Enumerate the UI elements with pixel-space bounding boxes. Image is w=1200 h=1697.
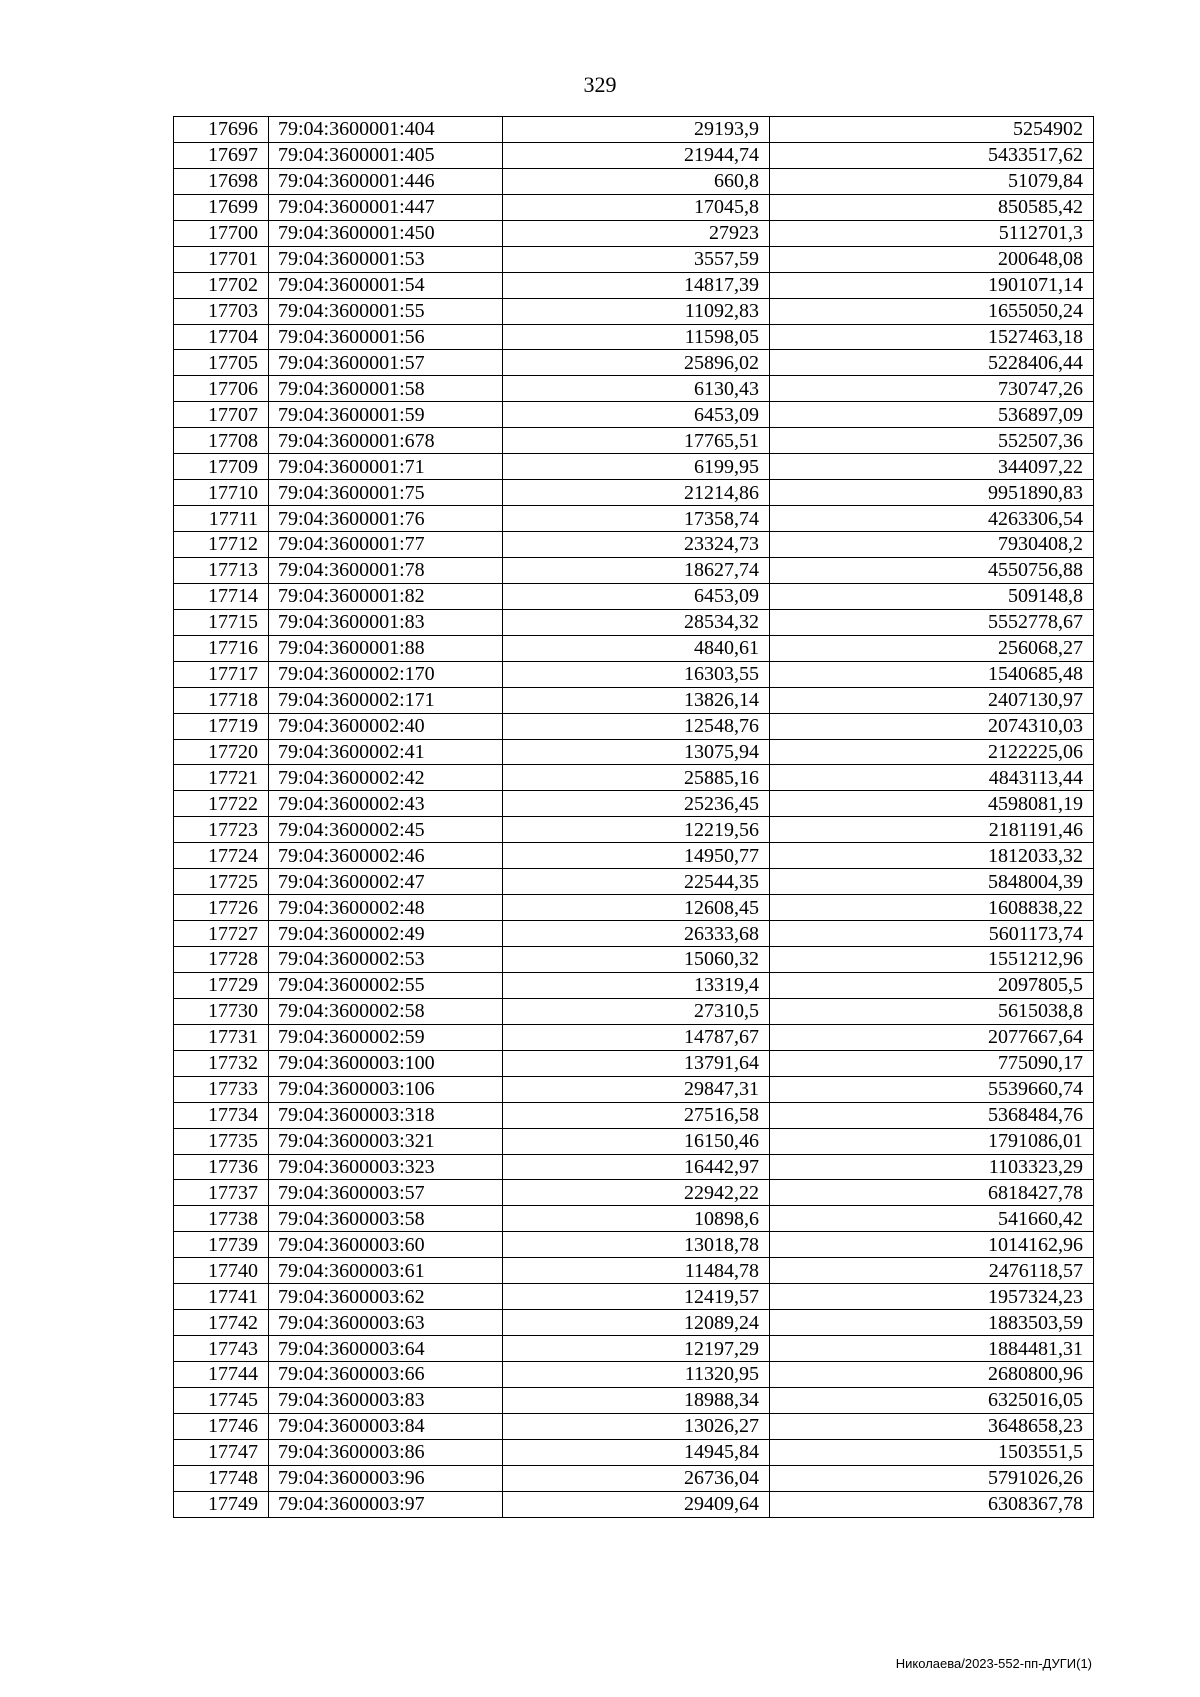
cadastral-number-cell: 79:04:3600003:66 xyxy=(269,1362,503,1388)
value-cell: 4550756,88 xyxy=(770,557,1094,583)
row-number-cell: 17707 xyxy=(174,402,269,428)
value-cell: 5433517,62 xyxy=(770,142,1094,168)
value-cell: 850585,42 xyxy=(770,194,1094,220)
area-cell: 28534,32 xyxy=(503,609,770,635)
cadastral-number-cell: 79:04:3600002:43 xyxy=(269,791,503,817)
row-number-cell: 17737 xyxy=(174,1180,269,1206)
table-row xyxy=(174,1413,1094,1439)
row-number-cell: 17734 xyxy=(174,1102,269,1128)
area-cell: 25236,45 xyxy=(503,791,770,817)
value-cell: 509148,8 xyxy=(770,583,1094,609)
table-row xyxy=(174,1050,1094,1076)
cadastral-number-cell: 79:04:3600002:171 xyxy=(269,687,503,713)
value-cell: 2407130,97 xyxy=(770,687,1094,713)
cadastral-number-cell: 79:04:3600003:96 xyxy=(269,1465,503,1491)
row-number-cell: 17720 xyxy=(174,739,269,765)
area-cell: 14787,67 xyxy=(503,1024,770,1050)
table-row xyxy=(174,713,1094,739)
table-row xyxy=(174,947,1094,973)
value-cell: 4598081,19 xyxy=(770,791,1094,817)
row-number-cell: 17749 xyxy=(174,1491,269,1517)
table-row xyxy=(174,1024,1094,1050)
area-cell: 11092,83 xyxy=(503,298,770,324)
value-cell: 200648,08 xyxy=(770,246,1094,272)
table-row xyxy=(174,324,1094,350)
value-cell: 6308367,78 xyxy=(770,1491,1094,1517)
row-number-cell: 17743 xyxy=(174,1336,269,1362)
cadastral-number-cell: 79:04:3600001:77 xyxy=(269,532,503,558)
table-row xyxy=(174,765,1094,791)
table-row xyxy=(174,1232,1094,1258)
value-cell: 4263306,54 xyxy=(770,506,1094,532)
area-cell: 11320,95 xyxy=(503,1362,770,1388)
row-number-cell: 17725 xyxy=(174,869,269,895)
value-cell: 1608838,22 xyxy=(770,895,1094,921)
table-body xyxy=(174,117,1094,1518)
cadastral-number-cell: 79:04:3600003:86 xyxy=(269,1439,503,1465)
page-number: 329 xyxy=(583,72,617,97)
cadastral-number-cell: 79:04:3600001:56 xyxy=(269,324,503,350)
area-cell: 14817,39 xyxy=(503,272,770,298)
row-number-cell: 17742 xyxy=(174,1310,269,1336)
cadastral-number-cell: 79:04:3600002:41 xyxy=(269,739,503,765)
table-row xyxy=(174,1102,1094,1128)
value-cell: 344097,22 xyxy=(770,454,1094,480)
area-cell: 13018,78 xyxy=(503,1232,770,1258)
value-cell: 2097805,5 xyxy=(770,972,1094,998)
table-row xyxy=(174,1491,1094,1517)
cadastral-number-cell: 79:04:3600003:84 xyxy=(269,1413,503,1439)
cadastral-number-cell: 79:04:3600002:59 xyxy=(269,1024,503,1050)
value-cell: 1551212,96 xyxy=(770,947,1094,973)
cadastral-number-cell: 79:04:3600003:60 xyxy=(269,1232,503,1258)
value-cell: 5615038,8 xyxy=(770,998,1094,1024)
table-row xyxy=(174,350,1094,376)
table-row xyxy=(174,557,1094,583)
cadastral-number-cell: 79:04:3600001:82 xyxy=(269,583,503,609)
table-row xyxy=(174,687,1094,713)
cadastral-number-cell: 79:04:3600001:678 xyxy=(269,428,503,454)
table-row xyxy=(174,869,1094,895)
area-cell: 12197,29 xyxy=(503,1336,770,1362)
area-cell: 12089,24 xyxy=(503,1310,770,1336)
row-number-cell: 17723 xyxy=(174,817,269,843)
value-cell: 1957324,23 xyxy=(770,1284,1094,1310)
table-row xyxy=(174,1258,1094,1284)
value-cell: 5112701,3 xyxy=(770,220,1094,246)
cadastral-number-cell: 79:04:3600002:45 xyxy=(269,817,503,843)
area-cell: 13791,64 xyxy=(503,1050,770,1076)
cadastral-number-cell: 79:04:3600003:83 xyxy=(269,1387,503,1413)
table-row xyxy=(174,609,1094,635)
table-row xyxy=(174,1439,1094,1465)
row-number-cell: 17726 xyxy=(174,895,269,921)
area-cell: 16150,46 xyxy=(503,1128,770,1154)
row-number-cell: 17715 xyxy=(174,609,269,635)
area-cell: 21944,74 xyxy=(503,142,770,168)
area-cell: 27310,5 xyxy=(503,998,770,1024)
area-cell: 29409,64 xyxy=(503,1491,770,1517)
area-cell: 16442,97 xyxy=(503,1154,770,1180)
table-row xyxy=(174,194,1094,220)
value-cell: 775090,17 xyxy=(770,1050,1094,1076)
row-number-cell: 17727 xyxy=(174,921,269,947)
cadastral-number-cell: 79:04:3600003:62 xyxy=(269,1284,503,1310)
cadastral-number-cell: 79:04:3600001:55 xyxy=(269,298,503,324)
area-cell: 17045,8 xyxy=(503,194,770,220)
cadastral-number-cell: 79:04:3600001:75 xyxy=(269,480,503,506)
row-number-cell: 17703 xyxy=(174,298,269,324)
cadastral-number-cell: 79:04:3600002:170 xyxy=(269,661,503,687)
area-cell: 18627,74 xyxy=(503,557,770,583)
row-number-cell: 17710 xyxy=(174,480,269,506)
table-row xyxy=(174,532,1094,558)
table-row xyxy=(174,246,1094,272)
row-number-cell: 17713 xyxy=(174,557,269,583)
row-number-cell: 17721 xyxy=(174,765,269,791)
value-cell: 5552778,67 xyxy=(770,609,1094,635)
value-cell: 1812033,32 xyxy=(770,843,1094,869)
table-row xyxy=(174,272,1094,298)
row-number-cell: 17731 xyxy=(174,1024,269,1050)
table-row xyxy=(174,1465,1094,1491)
cadastral-number-cell: 79:04:3600001:57 xyxy=(269,350,503,376)
area-cell: 17358,74 xyxy=(503,506,770,532)
table-row xyxy=(174,1310,1094,1336)
cadastral-number-cell: 79:04:3600001:58 xyxy=(269,376,503,402)
table-row xyxy=(174,376,1094,402)
area-cell: 25885,16 xyxy=(503,765,770,791)
area-cell: 11484,78 xyxy=(503,1258,770,1284)
cadastral-number-cell: 79:04:3600001:54 xyxy=(269,272,503,298)
table-row xyxy=(174,1336,1094,1362)
value-cell: 552507,36 xyxy=(770,428,1094,454)
row-number-cell: 17699 xyxy=(174,194,269,220)
value-cell: 5601173,74 xyxy=(770,921,1094,947)
value-cell: 1883503,59 xyxy=(770,1310,1094,1336)
cadastral-number-cell: 79:04:3600001:59 xyxy=(269,402,503,428)
table-row xyxy=(174,142,1094,168)
area-cell: 12419,57 xyxy=(503,1284,770,1310)
row-number-cell: 17696 xyxy=(174,117,269,143)
value-cell: 5848004,39 xyxy=(770,869,1094,895)
table-row xyxy=(174,895,1094,921)
table-row xyxy=(174,1387,1094,1413)
value-cell: 5228406,44 xyxy=(770,350,1094,376)
value-cell: 1014162,96 xyxy=(770,1232,1094,1258)
value-cell: 6325016,05 xyxy=(770,1387,1094,1413)
area-cell: 21214,86 xyxy=(503,480,770,506)
table-row xyxy=(174,480,1094,506)
table-row xyxy=(174,739,1094,765)
row-number-cell: 17724 xyxy=(174,843,269,869)
table-row xyxy=(174,117,1094,143)
cadastral-number-cell: 79:04:3600003:100 xyxy=(269,1050,503,1076)
area-cell: 3557,59 xyxy=(503,246,770,272)
area-cell: 11598,05 xyxy=(503,324,770,350)
value-cell: 51079,84 xyxy=(770,168,1094,194)
table-row xyxy=(174,402,1094,428)
area-cell: 14945,84 xyxy=(503,1439,770,1465)
row-number-cell: 17701 xyxy=(174,246,269,272)
cadastral-number-cell: 79:04:3600002:46 xyxy=(269,843,503,869)
area-cell: 12548,76 xyxy=(503,713,770,739)
value-cell: 2476118,57 xyxy=(770,1258,1094,1284)
area-cell: 15060,32 xyxy=(503,947,770,973)
cadastral-number-cell: 79:04:3600002:42 xyxy=(269,765,503,791)
area-cell: 13319,4 xyxy=(503,972,770,998)
area-cell: 10898,6 xyxy=(503,1206,770,1232)
row-number-cell: 17736 xyxy=(174,1154,269,1180)
row-number-cell: 17719 xyxy=(174,713,269,739)
value-cell: 2077667,64 xyxy=(770,1024,1094,1050)
value-cell: 1655050,24 xyxy=(770,298,1094,324)
cadastral-number-cell: 79:04:3600001:446 xyxy=(269,168,503,194)
value-cell: 1527463,18 xyxy=(770,324,1094,350)
table-row xyxy=(174,168,1094,194)
row-number-cell: 17744 xyxy=(174,1362,269,1388)
table-row xyxy=(174,998,1094,1024)
area-cell: 14950,77 xyxy=(503,843,770,869)
cadastral-number-cell: 79:04:3600001:83 xyxy=(269,609,503,635)
area-cell: 29847,31 xyxy=(503,1076,770,1102)
cadastral-number-cell: 79:04:3600003:323 xyxy=(269,1154,503,1180)
cadastral-number-cell: 79:04:3600003:57 xyxy=(269,1180,503,1206)
row-number-cell: 17714 xyxy=(174,583,269,609)
value-cell: 1540685,48 xyxy=(770,661,1094,687)
value-cell: 5368484,76 xyxy=(770,1102,1094,1128)
value-cell: 730747,26 xyxy=(770,376,1094,402)
value-cell: 5791026,26 xyxy=(770,1465,1094,1491)
value-cell: 1884481,31 xyxy=(770,1336,1094,1362)
area-cell: 12219,56 xyxy=(503,817,770,843)
table-row xyxy=(174,843,1094,869)
cadastral-number-cell: 79:04:3600001:450 xyxy=(269,220,503,246)
value-cell: 2680800,96 xyxy=(770,1362,1094,1388)
cadastral-number-cell: 79:04:3600003:64 xyxy=(269,1336,503,1362)
row-number-cell: 17698 xyxy=(174,168,269,194)
table-row xyxy=(174,454,1094,480)
area-cell: 23324,73 xyxy=(503,532,770,558)
area-cell: 6199,95 xyxy=(503,454,770,480)
value-cell: 4843113,44 xyxy=(770,765,1094,791)
table-row xyxy=(174,1076,1094,1102)
table-row xyxy=(174,1128,1094,1154)
table-row xyxy=(174,583,1094,609)
row-number-cell: 17746 xyxy=(174,1413,269,1439)
cadastral-number-cell: 79:04:3600003:63 xyxy=(269,1310,503,1336)
cadastral-number-cell: 79:04:3600002:49 xyxy=(269,921,503,947)
table-row xyxy=(174,661,1094,687)
cadastral-number-cell: 79:04:3600003:106 xyxy=(269,1076,503,1102)
cadastral-number-cell: 79:04:3600003:58 xyxy=(269,1206,503,1232)
table-row xyxy=(174,972,1094,998)
row-number-cell: 17733 xyxy=(174,1076,269,1102)
area-cell: 22544,35 xyxy=(503,869,770,895)
row-number-cell: 17738 xyxy=(174,1206,269,1232)
table-row xyxy=(174,921,1094,947)
value-cell: 5539660,74 xyxy=(770,1076,1094,1102)
cadastral-number-cell: 79:04:3600003:97 xyxy=(269,1491,503,1517)
row-number-cell: 17706 xyxy=(174,376,269,402)
row-number-cell: 17745 xyxy=(174,1387,269,1413)
area-cell: 29193,9 xyxy=(503,117,770,143)
value-cell: 541660,42 xyxy=(770,1206,1094,1232)
area-cell: 17765,51 xyxy=(503,428,770,454)
area-cell: 13826,14 xyxy=(503,687,770,713)
value-cell: 2181191,46 xyxy=(770,817,1094,843)
cadastral-number-cell: 79:04:3600001:71 xyxy=(269,454,503,480)
value-cell: 5254902 xyxy=(770,117,1094,143)
value-cell: 2122225,06 xyxy=(770,739,1094,765)
value-cell: 1503551,5 xyxy=(770,1439,1094,1465)
row-number-cell: 17697 xyxy=(174,142,269,168)
cadastral-number-cell: 79:04:3600001:404 xyxy=(269,117,503,143)
value-cell: 1901071,14 xyxy=(770,272,1094,298)
table-row xyxy=(174,1206,1094,1232)
cadastral-number-cell: 79:04:3600002:55 xyxy=(269,972,503,998)
area-cell: 4840,61 xyxy=(503,635,770,661)
row-number-cell: 17729 xyxy=(174,972,269,998)
cadastral-number-cell: 79:04:3600002:58 xyxy=(269,998,503,1024)
cadastral-number-cell: 79:04:3600001:76 xyxy=(269,506,503,532)
row-number-cell: 17700 xyxy=(174,220,269,246)
table-row xyxy=(174,298,1094,324)
table-row xyxy=(174,1180,1094,1206)
area-cell: 6130,43 xyxy=(503,376,770,402)
cadastral-number-cell: 79:04:3600001:88 xyxy=(269,635,503,661)
value-cell: 1103323,29 xyxy=(770,1154,1094,1180)
value-cell: 7930408,2 xyxy=(770,532,1094,558)
area-cell: 22942,22 xyxy=(503,1180,770,1206)
value-cell: 3648658,23 xyxy=(770,1413,1094,1439)
area-cell: 26736,04 xyxy=(503,1465,770,1491)
area-cell: 27923 xyxy=(503,220,770,246)
value-cell: 2074310,03 xyxy=(770,713,1094,739)
table-row xyxy=(174,635,1094,661)
value-cell: 536897,09 xyxy=(770,402,1094,428)
row-number-cell: 17730 xyxy=(174,998,269,1024)
row-number-cell: 17747 xyxy=(174,1439,269,1465)
cadastral-number-cell: 79:04:3600001:53 xyxy=(269,246,503,272)
cadastral-number-cell: 79:04:3600002:47 xyxy=(269,869,503,895)
area-cell: 26333,68 xyxy=(503,921,770,947)
cadastral-number-cell: 79:04:3600003:321 xyxy=(269,1128,503,1154)
row-number-cell: 17708 xyxy=(174,428,269,454)
cadastral-table xyxy=(173,116,1094,1518)
row-number-cell: 17739 xyxy=(174,1232,269,1258)
row-number-cell: 17702 xyxy=(174,272,269,298)
area-cell: 16303,55 xyxy=(503,661,770,687)
table-row xyxy=(174,1284,1094,1310)
area-cell: 13075,94 xyxy=(503,739,770,765)
row-number-cell: 17740 xyxy=(174,1258,269,1284)
cadastral-number-cell: 79:04:3600002:53 xyxy=(269,947,503,973)
value-cell: 6818427,78 xyxy=(770,1180,1094,1206)
row-number-cell: 17717 xyxy=(174,661,269,687)
area-cell: 660,8 xyxy=(503,168,770,194)
table-row xyxy=(174,428,1094,454)
table-row xyxy=(174,1154,1094,1180)
table-row xyxy=(174,1362,1094,1388)
cadastral-number-cell: 79:04:3600001:447 xyxy=(269,194,503,220)
value-cell: 9951890,83 xyxy=(770,480,1094,506)
row-number-cell: 17722 xyxy=(174,791,269,817)
area-cell: 25896,02 xyxy=(503,350,770,376)
row-number-cell: 17732 xyxy=(174,1050,269,1076)
table-row xyxy=(174,817,1094,843)
value-cell: 256068,27 xyxy=(770,635,1094,661)
row-number-cell: 17728 xyxy=(174,947,269,973)
row-number-cell: 17709 xyxy=(174,454,269,480)
cadastral-number-cell: 79:04:3600003:61 xyxy=(269,1258,503,1284)
row-number-cell: 17711 xyxy=(174,506,269,532)
cadastral-number-cell: 79:04:3600002:48 xyxy=(269,895,503,921)
row-number-cell: 17741 xyxy=(174,1284,269,1310)
area-cell: 18988,34 xyxy=(503,1387,770,1413)
row-number-cell: 17716 xyxy=(174,635,269,661)
table-row xyxy=(174,791,1094,817)
table-row xyxy=(174,220,1094,246)
area-cell: 27516,58 xyxy=(503,1102,770,1128)
row-number-cell: 17704 xyxy=(174,324,269,350)
row-number-cell: 17735 xyxy=(174,1128,269,1154)
area-cell: 6453,09 xyxy=(503,583,770,609)
cadastral-number-cell: 79:04:3600003:318 xyxy=(269,1102,503,1128)
area-cell: 13026,27 xyxy=(503,1413,770,1439)
row-number-cell: 17718 xyxy=(174,687,269,713)
table-row xyxy=(174,506,1094,532)
row-number-cell: 17748 xyxy=(174,1465,269,1491)
cadastral-number-cell: 79:04:3600001:405 xyxy=(269,142,503,168)
area-cell: 12608,45 xyxy=(503,895,770,921)
cadastral-number-cell: 79:04:3600001:78 xyxy=(269,557,503,583)
value-cell: 1791086,01 xyxy=(770,1128,1094,1154)
area-cell: 6453,09 xyxy=(503,402,770,428)
row-number-cell: 17705 xyxy=(174,350,269,376)
document-reference: Николаева/2023-552-пп-ДУГИ(1) xyxy=(895,1656,1092,1671)
row-number-cell: 17712 xyxy=(174,532,269,558)
cadastral-number-cell: 79:04:3600002:40 xyxy=(269,713,503,739)
